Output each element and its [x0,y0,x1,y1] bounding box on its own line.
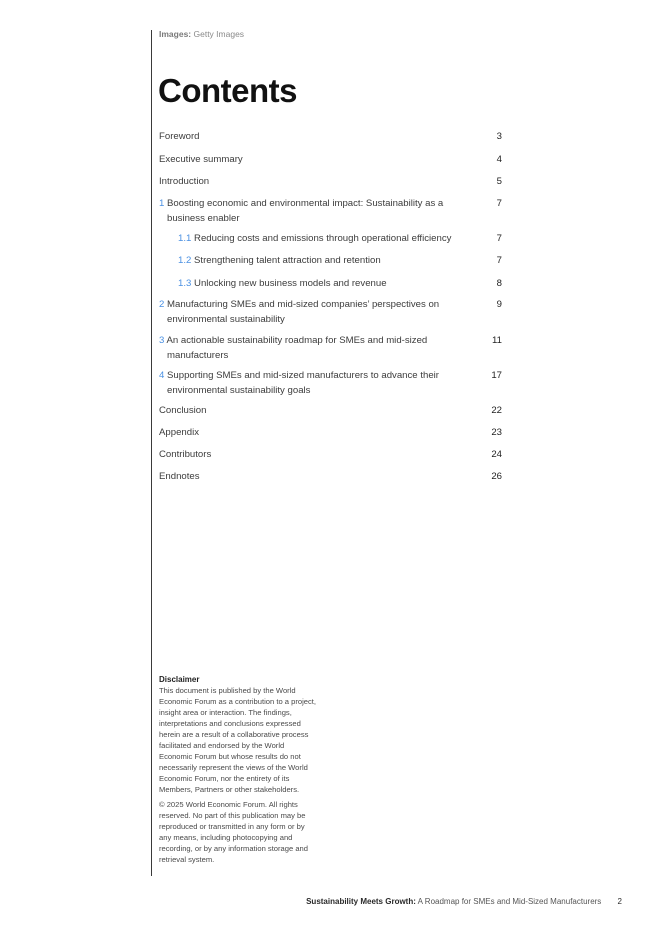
toc-page-number: 11 [492,335,502,346]
toc-label: Introduction [159,176,210,187]
toc-section-number: 1.2 [178,255,192,266]
toc-page-number: 26 [491,471,502,482]
toc-label: Reducing costs and emissions through operational efficiency [194,233,452,244]
toc-page-number: 24 [491,449,502,460]
toc-section-number: 3 [159,335,165,346]
image-credit-label: Images: [159,29,192,39]
footer-title-bold: Sustainability Meets Growth: [306,897,416,906]
toc-entry-introduction[interactable] [159,175,503,190]
toc-page-number: 9 [496,299,502,310]
page-title: Contents [158,72,297,109]
toc-section-number: 1.1 [178,233,192,244]
toc-entry-section-1-3[interactable] [178,277,503,292]
toc-label: Executive summary [159,154,243,165]
toc-entry-appendix[interactable] [159,426,503,441]
toc-label: Foreword [159,131,200,142]
vertical-rule [151,30,152,876]
disclaimer-body: This document is published by the World Economic Forum as a contribution to a project, insight area or interaction. The findings, interpretations and conclusions expressed herein are a result of a collaborative process facilitated and endorsed by the World Economic Forum but whose results do not necessarily represent the views of the World Economic Forum, nor the entirety of its Members, Partners or other stakeholders. [159,686,317,794]
toc-entry-section-4[interactable] [159,369,503,398]
disclaimer-title: Disclaimer [159,675,200,684]
toc-page-number: 5 [496,176,502,187]
toc-section-number: 2 [159,299,165,310]
toc-entry-executive-summary[interactable] [159,153,503,168]
toc-section-number: 1 [159,198,165,209]
toc-entry-conclusion[interactable] [159,404,503,419]
footer-page-number: 2 [617,897,622,906]
toc-page-number: 8 [496,278,502,289]
toc-entry-contributors[interactable] [159,448,503,463]
toc-label: Supporting SMEs and mid-sized manufacturers to advance their environmental sustainability goals [167,370,439,396]
toc-section-number: 4 [159,370,165,381]
toc-page-number: 7 [496,233,502,244]
toc-label: Unlocking new business models and revenue [194,278,387,289]
toc-entry-section-2[interactable] [159,298,503,327]
toc-page-number: 22 [491,405,502,416]
toc-entry-section-1-2[interactable] [178,254,503,269]
toc-label: Manufacturing SMEs and mid-sized companies’ perspectives on environmental sustainability [167,299,440,325]
toc-page-number: 17 [491,370,502,381]
toc-entry-foreword[interactable] [159,130,503,145]
toc-entry-section-1[interactable] [159,197,503,226]
toc-page-number: 4 [496,154,502,165]
toc-entry-section-3[interactable] [159,334,503,363]
toc-section-number: 1.3 [178,278,192,289]
toc-label: Contributors [159,449,212,460]
toc-page-number: 3 [496,131,502,142]
image-credit [159,29,244,39]
image-credit-value: Getty Images [193,29,245,39]
footer-title-rest: A Roadmap for SMEs and Mid-Sized Manufacturers [415,897,602,906]
copyright-notice: © 2025 World Economic Forum. All rights reserved. No part of this publication may be reproduced or transmitted in any form or by any means, including photocopying and recording, or by any information storage and retrieval system. [159,800,309,864]
toc-label: Endnotes [159,471,200,482]
toc-label: Boosting economic and environmental impact: Sustainability as a business enabler [167,198,444,224]
toc-label: Conclusion [159,405,207,416]
toc-page-number: 7 [496,198,502,209]
toc-label: Appendix [159,427,200,438]
toc-entry-section-1-1[interactable] [178,232,503,247]
toc-page-number: 7 [496,255,502,266]
disclaimer-block [159,674,317,869]
toc-entry-endnotes[interactable] [159,470,503,485]
page-footer [306,897,622,906]
toc-page-number: 23 [491,427,502,438]
toc-label: An actionable sustainability roadmap for SMEs and mid-sized manufacturers [166,335,428,361]
toc-label: Strengthening talent attraction and retention [194,255,381,266]
